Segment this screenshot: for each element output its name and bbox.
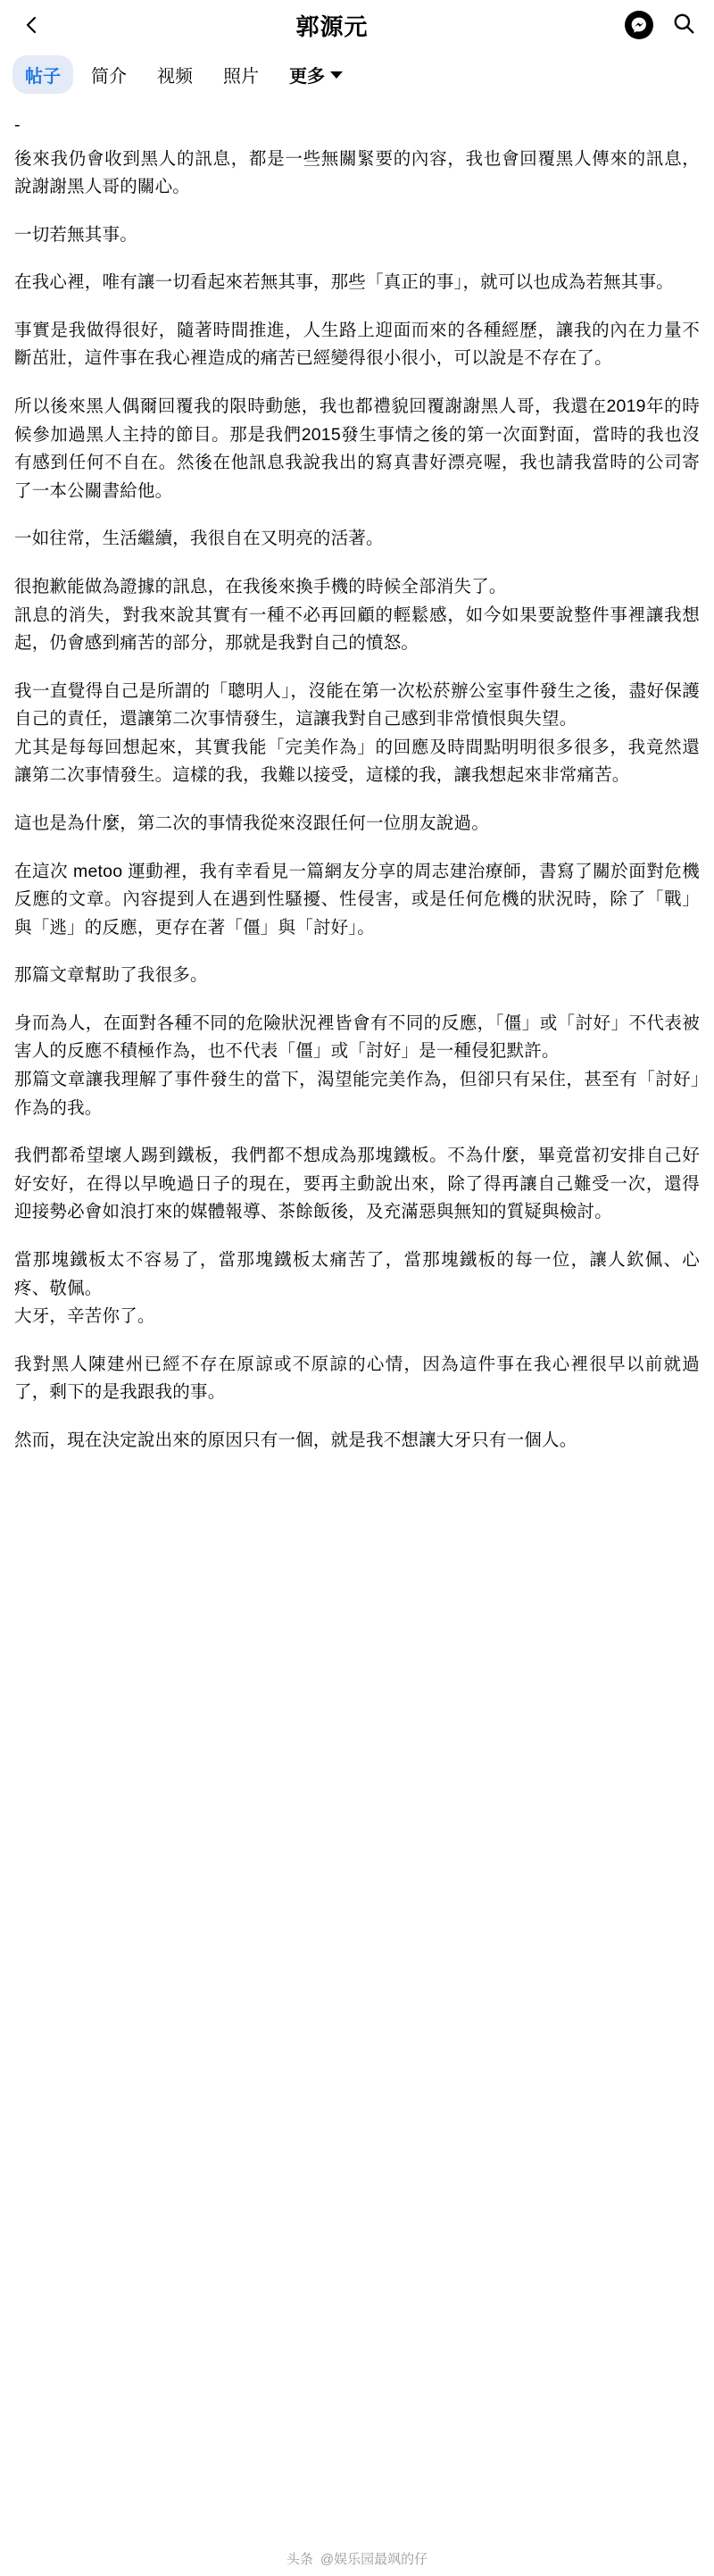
tab-photos[interactable]: 照片 [223,67,259,87]
post-paragraph: 我們都希望壞人踢到鐵板，我們都不想成為那塊鐵板。不為什麼，畢竟當初安排自己好好安好，在得以早晚過日子的現在，要再主動說出來，除了得再讓自己難受一次，還得迎接勢必會如浪打來的媒體報導、茶餘飯後，及充滿惡與無知的質疑與檢討。 [14,1146,700,1222]
tab-videos[interactable]: 视频 [157,67,193,87]
messenger-icon [625,11,653,39]
post-paragraph: 事實是我做得很好，隨著時間推進，人生路上迎面而來的各種經歷，讓我的內在力量不斷茁壯，這件事在我心裡造成的痛苦已經變得很小很小，可以說是不存在了。 [14,320,700,369]
post-paragraph: 大牙，辛苦你了。 [14,1306,155,1327]
post-body [0,106,714,1455]
post-paragraph: 很抱歉能做為證據的訊息，在我後來換手機的時候全部消失了。 [14,576,507,596]
post-paragraph: 後來我仍會收到黑人的訊息，都是一些無關緊要的內容，我也會回覆黑人傳來的訊息，說謝謝黑人哥的關心。 [14,148,700,197]
post-paragraph: 尤其是每每回想起來，其實我能「完美作為」的回應及時間點明明很多很多，我竟然還讓第二次事情發生。這樣的我，我難以接受，這樣的我，讓我想起來非常痛苦。 [14,737,700,786]
watermark [0,2540,714,2576]
page-title: 郭源元 [295,13,369,40]
tab-more-label: 更多 [289,67,325,87]
post-paragraph: 所以後來黑人偶爾回覆我的限時動態，我也都禮貌回覆謝謝黑人哥，我還在2019年的時候參加過黑人主持的節目。那是我們2015發生事情之後的第一次面對面，當時的我也沒有感到任何不自在。然後在他訊息我說我出的寫真書好漂亮喔，我也請我當時的公司寄了一本公關書給他。 [14,396,700,501]
post-paragraph: 我對黑人陳建州已經不存在原諒或不原諒的心情，因為這件事在我心裡很早以前就過了，剩下的是我跟我的事。 [14,1354,700,1403]
search-button[interactable] [668,9,700,41]
chevron-left-icon [21,14,43,36]
tab-posts[interactable]: 帖子 [12,55,73,94]
post-paragraph: 那篇文章幫助了我很多。 [14,965,208,986]
toutiao-logo-label: 头条 [286,2551,313,2567]
post-paragraph: 當那塊鐵板太不容易了，當那塊鐵板太痛苦了，當那塊鐵板的每一位，讓人欽佩、心疼、敬佩。 [14,1249,700,1298]
tab-about[interactable]: 简介 [91,67,127,87]
post-paragraph: 我一直覺得自己是所謂的「聰明人」，沒能在第一次松菸辦公室事件發生之後，盡好保護自己的責任，還讓第二次事情發生，這讓我對自己感到非常憤恨與失望。 [14,680,700,729]
header-actions [623,9,700,41]
post-paragraph: 一切若無其事。 [14,224,137,245]
post-paragraph: 在這次 metoo 運動裡，我有幸看見一篇網友分享的周志建治療師，書寫了關於面對危機反應的文章。內容提到人在遇到性騷擾、性侵害，或是任何危機的狀況時，除了「戰」與「逃」的反應，更存在著「僵」與「討好」。 [14,861,700,938]
tab-more[interactable] [277,55,355,94]
messenger-button[interactable] [623,9,655,41]
watermark-account: @娱乐园最飒的仔 [320,2551,428,2567]
post-paragraph: - [14,115,21,135]
search-icon [672,12,695,39]
post-paragraph: 這也是為什麼，第二次的事情我從來沒跟任何一位朋友說過。 [14,813,489,833]
post-paragraph: 然而，現在決定說出來的原因只有一個，就是我不想讓大牙只有一個人。 [14,1430,577,1450]
post-paragraph: 在我心裡，唯有讓一切看起來若無其事，那些「真正的事」，就可以也成為若無其事。 [14,272,674,293]
app-header [0,0,714,50]
profile-tabs [0,50,714,106]
post-paragraph: 身而為人，在面對各種不同的危險狀況裡皆會有不同的反應，「僵」或「討好」不代表被害人的反應不積極作為，也不代表「僵」或「討好」是一種侵犯默許。 [14,1013,700,1062]
post-paragraph: 訊息的消失，對我來說其實有一種不必再回顧的輕鬆感，如今如果要說整件事裡讓我想起，仍會感到痛苦的部分，那就是我對自己的憤怒。 [14,604,700,654]
chevron-down-icon [330,71,343,79]
post-paragraph: 一如往常，生活繼續，我很自在又明亮的活著。 [14,529,384,549]
post-paragraph: 那篇文章讓我理解了事件發生的當下，渴望能完美作為，但卻只有呆住，甚至有「討好」作為的我。 [14,1070,700,1118]
